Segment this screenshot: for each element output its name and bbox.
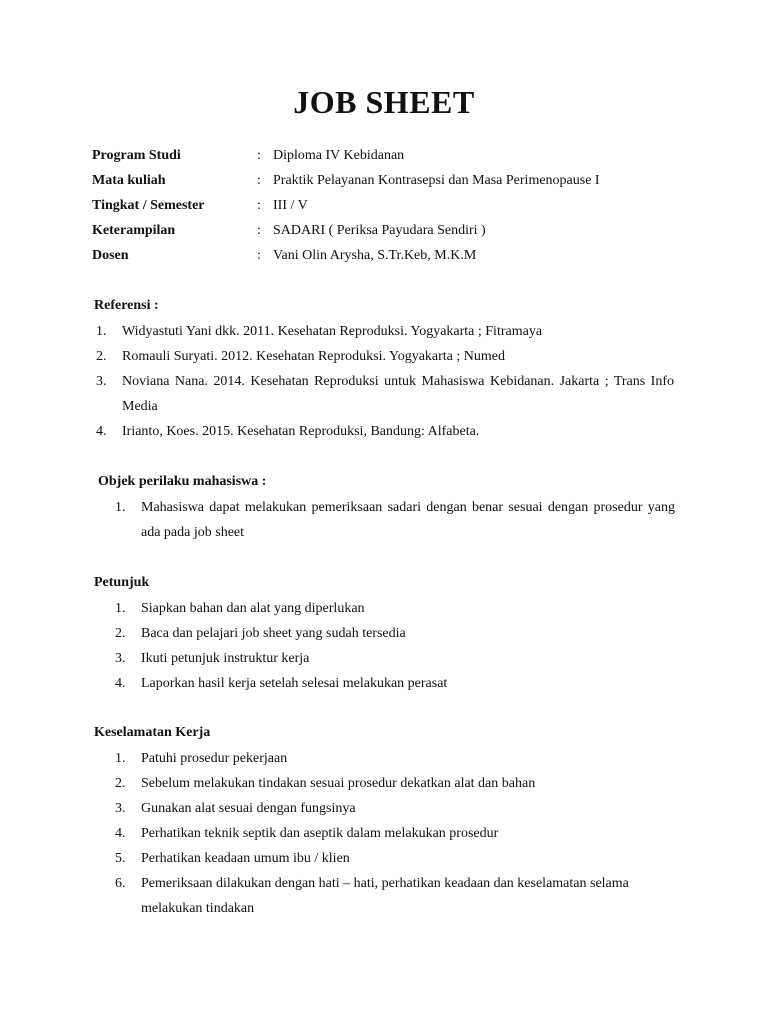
list-item [96,419,674,444]
list-text: Romauli Suryati. 2012. Kesehatan Reproduksi. Yogyakarta ; Numed [122,349,506,364]
info-row-keterampilan [92,218,692,243]
list-number: 5. [115,851,126,866]
info-colon: : [257,173,261,188]
keselamatan-list [115,746,675,921]
list-item [115,646,675,671]
list-number: 1. [96,324,107,339]
list-number: 3. [115,651,126,666]
info-label: Program Studi [92,148,181,163]
info-colon: : [257,148,261,163]
list-text: Sebelum melakukan tindakan sesuai prosedur dekatkan alat dan bahan [141,776,536,791]
list-text: Laporkan hasil kerja setelah selesai melakukan perasat [141,676,448,691]
list-item [115,621,675,646]
info-row-program-studi [92,143,692,168]
list-text: Baca dan pelajari job sheet yang sudah tersedia [141,626,406,641]
keselamatan-heading: Keselamatan Kerja [94,725,211,740]
info-label: Keterampilan [92,223,176,238]
info-label: Mata kuliah [92,173,166,188]
info-row-tingkat-semester [92,193,692,218]
list-text: Patuhi prosedur pekerjaan [141,751,288,766]
list-number: 4. [96,424,107,439]
page-title: JOB SHEET [293,84,475,120]
list-item [115,771,675,796]
list-item [96,344,674,369]
info-colon: : [257,248,261,263]
list-text: Perhatikan teknik septik dan aseptik dalam melakukan prosedur [141,826,499,841]
info-value: Diploma IV Kebidanan [273,148,405,163]
list-item [96,319,674,344]
list-item [115,746,675,771]
list-number: 6. [115,876,126,891]
list-number: 2. [115,626,126,641]
list-text: Widyastuti Yani dkk. 2011. Kesehatan Reproduksi. Yogyakarta ; Fitramaya [122,324,543,339]
list-text: Irianto, Koes. 2015. Kesehatan Reproduksi, Bandung: Alfabeta. [122,424,480,439]
info-colon: : [257,198,261,213]
info-table [92,143,692,268]
list-number: 1. [115,601,126,616]
referensi-list [96,319,674,444]
list-text: Gunakan alat sesuai dengan fungsinya [141,801,356,816]
info-value: III / V [273,198,308,213]
list-item [96,369,674,419]
list-number: 2. [115,776,126,791]
list-text: Siapkan bahan dan alat yang diperlukan [141,601,365,616]
list-item [115,596,675,621]
objek-list [115,495,675,545]
list-item [115,821,675,846]
info-row-mata-kuliah [92,168,692,193]
info-row-dosen [92,243,692,268]
list-text: Perhatikan keadaan umum ibu / klien [141,851,350,866]
list-text: Pemeriksaan dilakukan dengan hati – hati, perhatikan keadaan dan keselamatan selama melakukan tindakan [141,876,629,916]
petunjuk-list [115,596,675,696]
info-value: SADARI ( Periksa Payudara Sendiri ) [273,223,486,238]
info-colon: : [257,223,261,238]
list-number: 3. [96,374,107,389]
info-value: Vani Olin Arysha, S.Tr.Keb, M.K.M [273,248,477,263]
list-item [115,846,675,871]
list-item [115,495,675,545]
info-label: Dosen [92,248,129,263]
list-item [115,871,675,921]
list-text: Noviana Nana. 2014. Kesehatan Reproduksi untuk Mahasiswa Kebidanan. Jakarta ; Trans Info Media [122,374,674,414]
list-text: Mahasiswa dapat melakukan pemeriksaan sadari dengan benar sesuai dengan prosedur yang ada pada job sheet [141,500,675,540]
list-item [115,796,675,821]
list-number: 4. [115,826,126,841]
list-number: 1. [115,500,126,515]
list-number: 1. [115,751,126,766]
info-value: Praktik Pelayanan Kontrasepsi dan Masa Perimenopause I [273,173,600,188]
referensi-heading: Referensi : [94,298,159,313]
list-number: 2. [96,349,107,364]
petunjuk-heading: Petunjuk [94,575,150,590]
info-label: Tingkat / Semester [92,198,205,213]
objek-heading: Objek perilaku mahasiswa : [98,474,267,489]
list-number: 4. [115,676,126,691]
list-text: Ikuti petunjuk instruktur kerja [141,651,310,666]
list-number: 3. [115,801,126,816]
list-item [115,671,675,696]
